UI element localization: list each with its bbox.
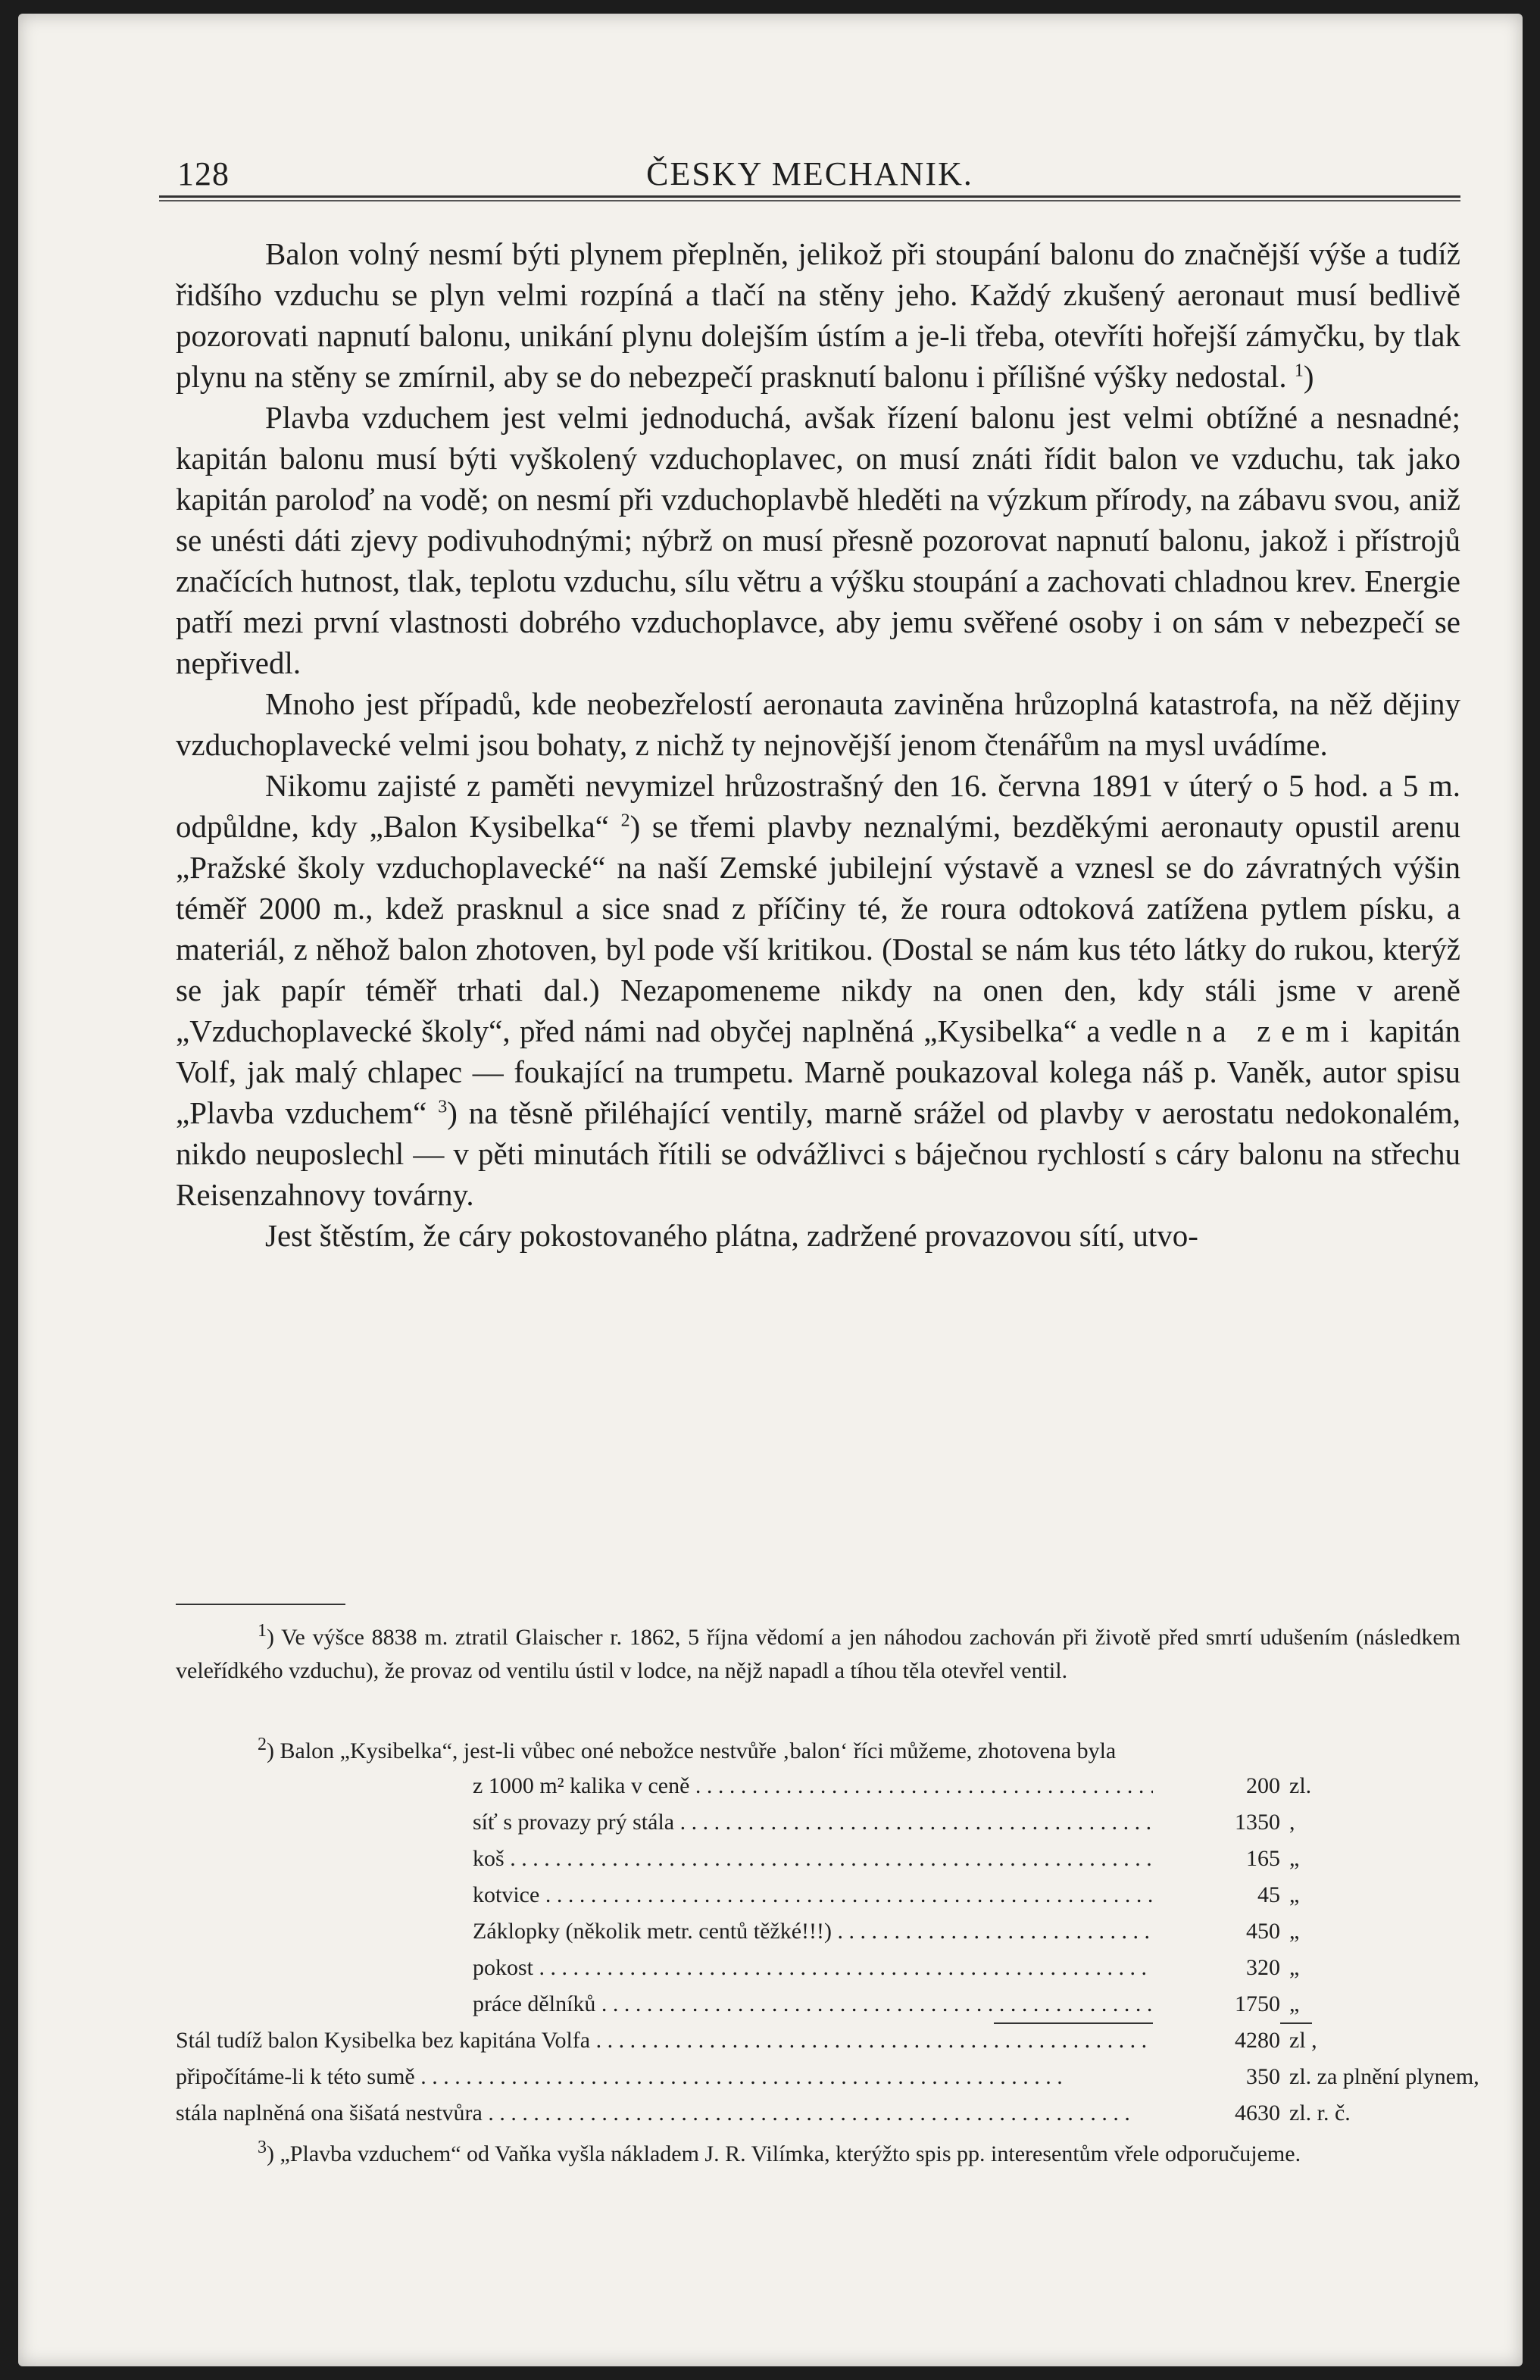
- paragraph-4: Nikomu zajisté z paměti nevymizel hrůzostrašný den 16. června 1891 v úterý o 5 hod. a 5 m. odpůldne, kdy „Balon Kysibelka“ $^2$) se třemi plavby neznalými, bezděkými aeronauty opustil arenu „Pražské školy vzduchoplavecké“ na naší Zemské jubilejní výstavě a vznesl se do závratných výšin téměř 2000 m., kdež prasknul a sice snad z příčiny té, že roura odtoková zatížena pytlem písku, a materiál, z něhož balon zhotoven, byl pode vší kritikou. (Dostal se nám kus této látky do rukou, kterýž se jak papír téměř trhati dal.) Nezapomeneme nikdy na onen den, kdy stáli jsme v areně „Vzduchoplavecké školy“, před námi nad obyčej naplněná „Kysibelka“ a vedle na zemi kapitán Volf, jak malý chlapec — foukající na trumpetu. Marně poukazoval kolega náš p. Vaněk, autor spisu „Plavba vzduchem“ $^3$) na těsně přiléhající ventily, marně srážel od plavby v aerostatu nedokonalém, nikdo neuposlechl — v pěti minutách řítili se odvážlivci s báječnou rychlostí s cáry balonu na střechu Reisenzahnovy továrny.: [176, 768, 1461, 1212]
- footnote-ref-2: 2: [620, 811, 630, 831]
- total-row: Stál tudíž balon Kysibelka bez kapitána Volfa . . . 4280 zl ,: [176, 2022, 1460, 2059]
- header-rule: [159, 195, 1460, 198]
- paragraph-3: Mnoho jest případů, kde neobezřelostí aeronauta zaviněna hrůzoplná katastrofa, na něž dějiny vzduchoplavecké velmi jsou bohaty, z nichž ty nejnovější jenom čtenářům na mysl uvádíme.: [176, 686, 1460, 762]
- footnote-ref-3: 3: [438, 1097, 448, 1117]
- cost-row: práce dělníků . . . 1750 „: [176, 1986, 1460, 2022]
- paragraph-1: Balon volný nesmí býti plynem přeplněn, jelikož při stoupání balonu do značnější výše a tudíž řidšího vzduchu se plyn velmi rozpíná a tlačí na stěny jeho. Každý zkušený aeronaut musí bedlivě pozorovati napnutí balonu, unikání plynu dolejším ústím a je-li třeba, otevříti hořejší zámyčku, by tlak plynu na stěny se zmírnil, aby se do nebezpečí prasknutí balonu i přílišné výšky nedostal. $^1$): [176, 236, 1460, 394]
- paragraph-2: Plavba vzduchem jest velmi jednoduchá, avšak řízení balonu jest velmi obtížné a nesnadné; kapitán balonu musí býti vyškolený vzduchoplavec, on musí znáti řídit balon ve vzduchu, tak jako kapitán paroloď na vodě; on nesmí při vzduchoplavbě hleděti na výzkum přírody, na zábavu svou, aniž se unésti dáti zjevy podivuhodnými; nýbrž on musí přesně pozorovat napnutí balonu, jakož i přístrojů značících hutnost, tlak, teplotu vzduchu, sílu větru a výšku stoupání a zachovati chladnou krev. Energie patří mezi první vlastnosti dobrého vzduchoplavce, aby jemu svěřené osoby i on sám v nebezpečí se nepřivedl.: [176, 400, 1460, 680]
- page-number: 128: [177, 155, 230, 192]
- footnote-3: $^3$) „Plavba vzduchem“ od Vaňka vyšla nákladem J. R. Vilímka, kterýžto spis pp. interesentům vřele odporučujeme.: [258, 2138, 1301, 2166]
- footnote-ref-1: 1: [1294, 361, 1304, 381]
- total-row: stála naplněná ona šišatá nestvůra . . . 4630 zl. r. č.: [176, 2095, 1460, 2132]
- header-rule-thin: [159, 200, 1460, 201]
- cost-row: kotvice . . . 45 „: [176, 1877, 1460, 1913]
- footnote-separator: [176, 1604, 345, 1605]
- cost-row: Záklopky (několik metr. centů těžké!!!) . . . 450 „: [176, 1913, 1460, 1950]
- footnote-2: $^2$) Balon „Kysibelka“, jest-li vůbec oné nebožce nestvůře ‚balon‘ říci můžeme, zhotovena byla: [258, 1735, 1117, 1763]
- cost-row: pokost . . . 320 „: [176, 1950, 1460, 1986]
- footnote-1: $^1$) Ve výšce 8838 m. ztratil Glaischer r. 1862, 5 října vědomí a jen náhodou zachován při životě před smrtí udušením (následkem veleřídkého vzduchu), že provaz od ventilu ústil v lodce, na nějž napadl a tíhou těla otevřel ventil.: [176, 1621, 1460, 1683]
- cost-table: [176, 1768, 1479, 2132]
- paragraph-5: Jest štěstím, že cáry pokostovaného plátna, zadržené provazovou sítí, utvo-: [265, 1218, 1198, 1253]
- cost-row: koš . . . 165 „: [176, 1841, 1460, 1877]
- cost-row: z 1000 m² kalika v ceně . . . 200 zl.: [176, 1768, 1460, 1804]
- spaced-text: na zemi: [1186, 1014, 1360, 1048]
- page-header: [159, 145, 1460, 195]
- total-row: připočítáme-li k této sumě . . . 350 zl. za plnění plynem,: [176, 2059, 1460, 2095]
- running-title: ČESKY MECHANIK.: [646, 155, 973, 192]
- cost-row: síť s provazy prý stála . . . 1350 ,: [176, 1804, 1460, 1841]
- main-text: [176, 233, 1460, 1256]
